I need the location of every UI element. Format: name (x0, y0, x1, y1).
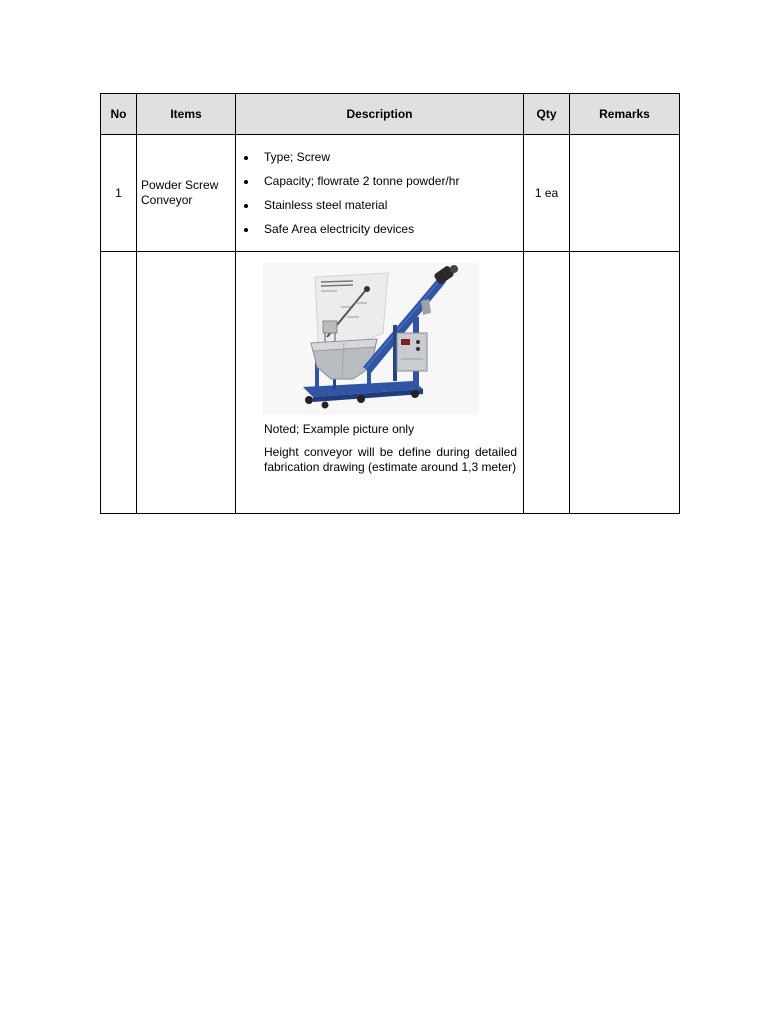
row-number: 1 (101, 135, 137, 252)
header-no: No (101, 94, 137, 135)
picture-note: Noted; Example picture only (264, 422, 415, 436)
row-number (101, 252, 137, 514)
description-bullet-text: Type; Screw (264, 150, 331, 164)
table-row (101, 135, 680, 252)
header-qty: Qty (524, 94, 570, 135)
description-bullet (241, 150, 518, 165)
description-bullet-text: Capacity; flowrate 2 tonne powder/hr (264, 174, 460, 188)
equipment-spec-table (100, 93, 680, 514)
table-row (101, 252, 680, 514)
quantity (524, 252, 570, 514)
quantity: 1 ea (524, 135, 570, 252)
bullet-icon (244, 204, 248, 208)
header-description: Description (236, 94, 524, 135)
remarks-cell (570, 252, 680, 514)
description-bullet (241, 174, 518, 189)
description-cell (236, 135, 524, 252)
table-header-row (101, 94, 680, 135)
bullet-icon (244, 156, 248, 160)
item-name (137, 252, 236, 514)
header-remarks: Remarks (570, 94, 680, 135)
description-bullet-text: Stainless steel material (264, 198, 388, 212)
screw-conveyor-illustration (263, 263, 479, 415)
item-name: Powder Screw Conveyor (137, 135, 236, 252)
bullet-icon (244, 228, 248, 232)
description-bullet-list (237, 150, 522, 237)
description-bullet (241, 222, 518, 237)
screw-conveyor-photo (263, 263, 479, 415)
bullet-icon (244, 180, 248, 184)
description-bullet-text: Safe Area electricity devices (264, 222, 415, 236)
description-cell (236, 252, 524, 514)
height-note: Height conveyor will be define during detailed fabrication drawing (estimate around 1,3 meter) (264, 445, 517, 474)
header-items: Items (137, 94, 236, 135)
picture-notes (237, 422, 522, 475)
description-bullet (241, 198, 518, 213)
remarks-cell (570, 135, 680, 252)
